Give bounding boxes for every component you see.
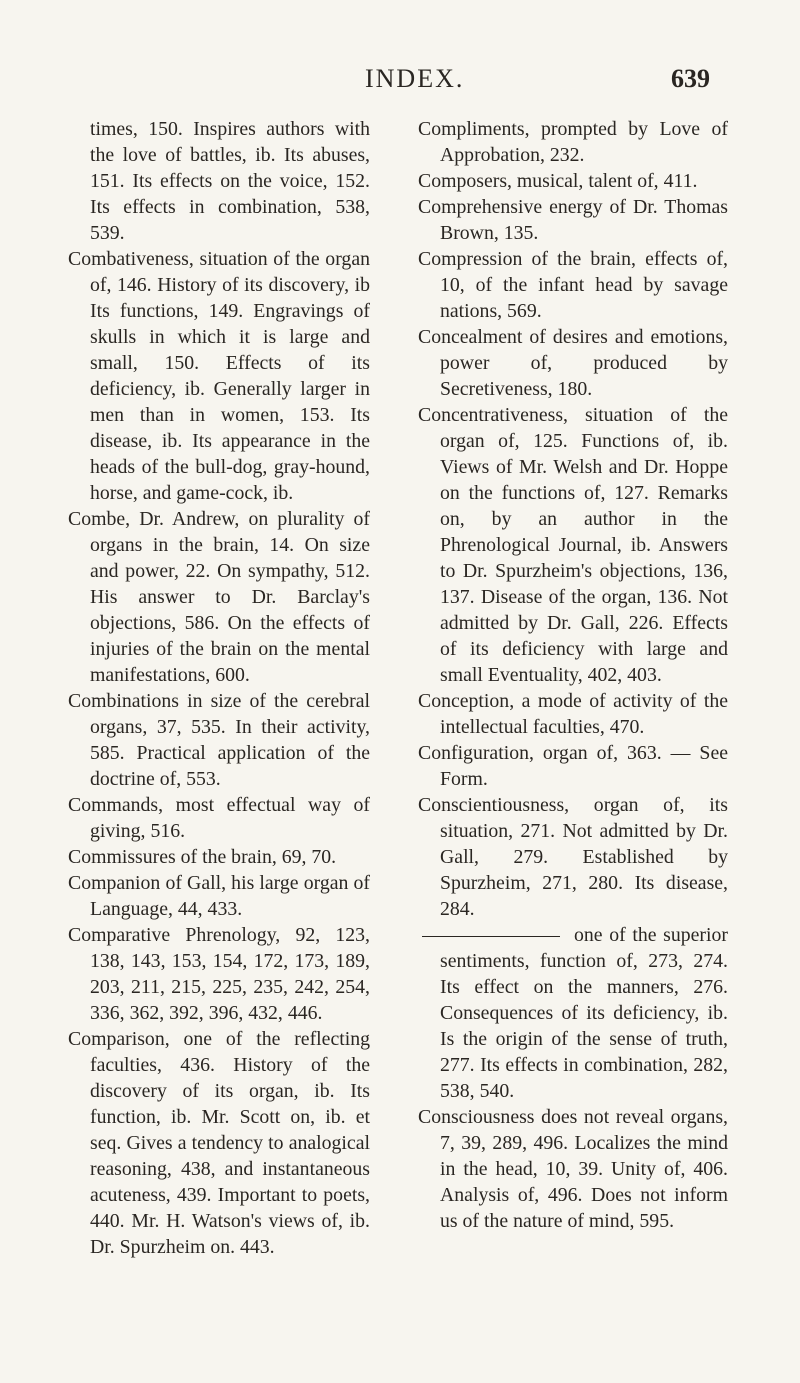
index-entry: Commands, most effectual way of giving, 516.	[68, 794, 370, 842]
index-entry: Consciousness does not reveal organs, 7, 39, 289, 496. Localizes the mind in the head, 10, 39. Unity of, 406. Analysis of, 496. Does not inform us of the nature of mind, 595.	[418, 1106, 728, 1232]
index-entry: Combativeness, situation of the organ of, 146. History of its discovery, ib Its functions, 149. Engravings of skulls in which it is large and small, 150. Effects of its deficiency, ib. Generally larger in men than in women, 153. Its disease, ib. Its appearance in the heads of the bull-dog, gray-hound, horse, and game-cock, ib.	[68, 248, 370, 504]
page-header	[0, 64, 800, 94]
index-entry: Concentrativeness, situation of the organ of, 125. Functions of, ib. Views of Mr. Welsh and Dr. Hoppe on the functions of, 127. Remarks on, by an author in the Phrenological Journal, ib. Answers to Dr. Spurzheim's objections, 136, 137. Disease of the organ, 136. Not admitted by Dr. Gall, 226. Effects of its deficiency with large and small Eventuality, 402, 403.	[418, 404, 728, 686]
index-entry: Comprehensive energy of Dr. Thomas Brown, 135.	[418, 196, 728, 244]
page-number: 639	[671, 64, 710, 93]
index-entry: Compression of the brain, effects of, 10, of the infant head by savage nations, 569.	[418, 248, 728, 322]
index-entry: Companion of Gall, his large organ of Language, 44, 433.	[68, 872, 370, 920]
index-entry: Composers, musical, talent of, 411.	[418, 170, 698, 192]
index-subentry	[418, 922, 728, 1104]
index-entry: Comparison, one of the reflecting faculties, 436. History of the discovery of its organ, ib. Its function, ib. Mr. Scott on, ib. et seq. Gives a tendency to analogical reasoning, 438, and instantaneous acuteness, 439. Important to poets, 440. Mr. H. Watson's views of, ib. Dr. Spurzheim on. 443.	[68, 1028, 370, 1258]
page-title: INDEX.	[365, 64, 465, 93]
ditto-dash	[422, 936, 560, 937]
index-entry: Conception, a mode of activity of the intellectual faculties, 470.	[418, 690, 728, 738]
index-entry: Commissures of the brain, 69, 70.	[68, 846, 337, 868]
left-column	[68, 116, 370, 1260]
index-entry: times, 150. Inspires authors with the love of battles, ib. Its abuses, 151. Its effects on the voice, 152. Its effects in combination, 538, 539.	[90, 118, 370, 244]
index-entry: Compliments, prompted by Love of Approbation, 232.	[418, 118, 728, 166]
index-entry: Concealment of desires and emotions, power of, produced by Secretiveness, 180.	[418, 326, 728, 400]
index-subentry-text: one of the superior sentiments, function of, 273, 274. Its effect on the manners, 276. Consequences of its deficiency, ib. Is the origin of the sense of truth, 277. Its effects in combination, 282, 538, 540.	[440, 924, 728, 1102]
index-entry: Comparative Phrenology, 92, 123, 138, 143, 153, 154, 172, 173, 189, 203, 211, 215, 225, 235, 242, 254, 336, 362, 392, 396, 432, 446.	[68, 924, 370, 1024]
index-entry: Combe, Dr. Andrew, on plurality of organs in the brain, 14. On size and power, 22. On sympathy, 512. His answer to Dr. Barclay's objections, 586. On the effects of injuries of the brain on the mental manifestations, 600.	[68, 508, 370, 686]
index-entry: Conscientiousness, organ of, its situation, 271. Not admitted by Dr. Gall, 279. Established by Spurzheim, 271, 280. Its disease, 284.	[418, 794, 728, 920]
index-entry: Configuration, organ of, 363. — See Form.	[418, 742, 728, 790]
index-entry: Combinations in size of the cerebral organs, 37, 535. In their activity, 585. Practical application of the doctrine of, 553.	[68, 690, 370, 790]
right-column	[418, 116, 728, 1234]
